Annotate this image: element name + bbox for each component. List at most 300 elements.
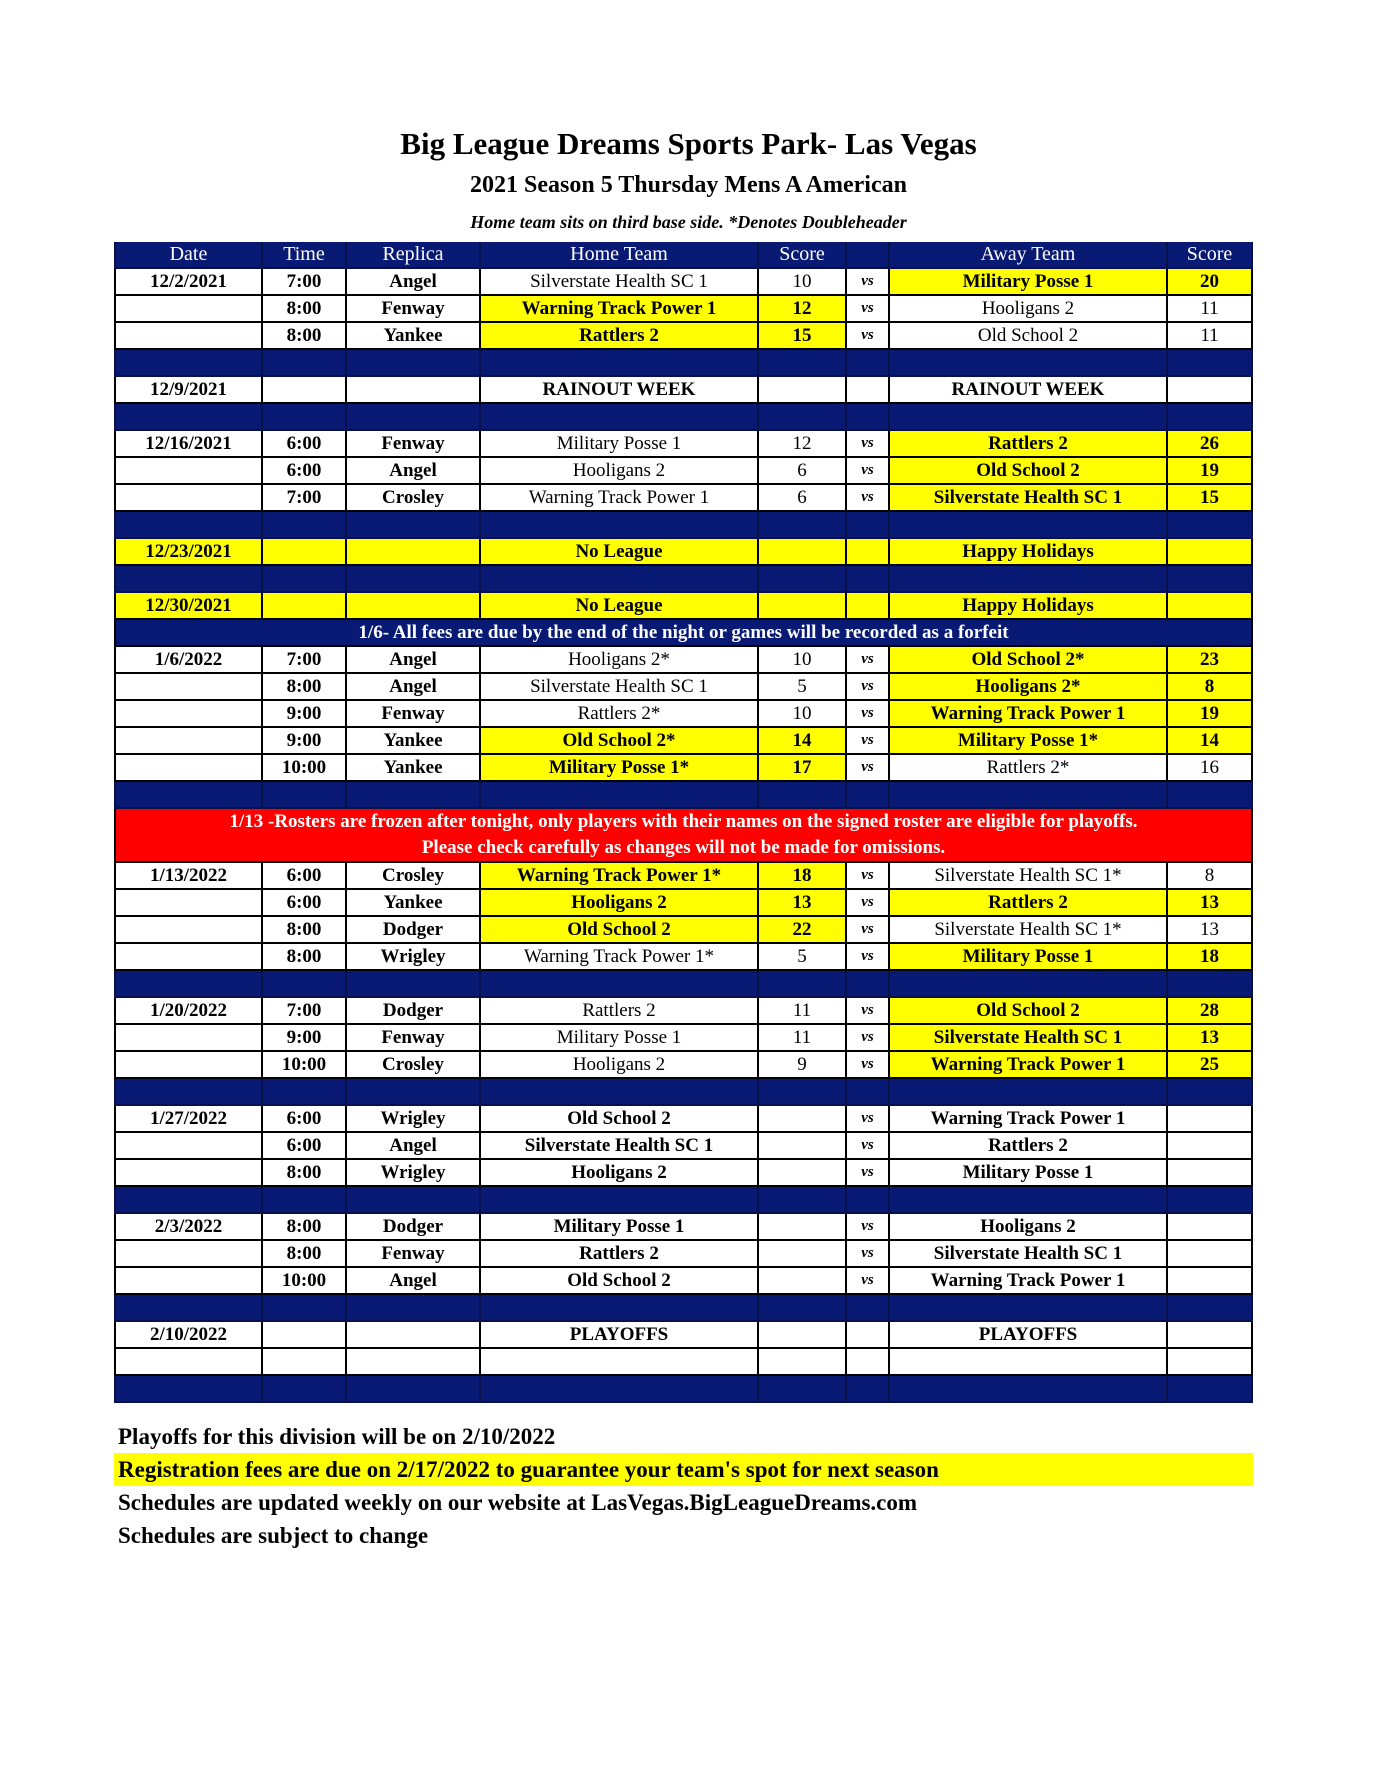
time-cell xyxy=(263,539,347,564)
date-cell: 1/20/2022 xyxy=(114,998,263,1023)
home-team-cell: Military Posse 1 xyxy=(481,431,759,456)
separator-cell xyxy=(263,404,347,429)
game-row xyxy=(114,1268,1253,1295)
replica-cell: Yankee xyxy=(347,728,481,753)
date-cell xyxy=(114,755,263,780)
home-score-cell xyxy=(759,1322,847,1347)
game-row xyxy=(114,323,1253,350)
date-cell xyxy=(114,458,263,483)
away-team-cell xyxy=(890,1349,1168,1374)
home-score-cell: 9 xyxy=(759,1052,847,1077)
away-team-cell: Warning Track Power 1 xyxy=(890,1106,1168,1131)
separator-cell xyxy=(347,1295,481,1320)
week-separator xyxy=(114,782,1253,809)
time-cell: 10:00 xyxy=(263,1268,347,1293)
away-score-cell: 13 xyxy=(1168,1025,1253,1050)
home-team-cell: Rattlers 2 xyxy=(481,323,759,348)
separator-cell xyxy=(847,1079,890,1104)
away-score-cell: 11 xyxy=(1168,296,1253,321)
week-separator xyxy=(114,350,1253,377)
separator-cell xyxy=(759,566,847,591)
replica-cell xyxy=(347,1349,481,1374)
roster-alert-line: Please check carefully as changes will not be made for omissions. xyxy=(421,837,946,858)
replica-cell: Angel xyxy=(347,458,481,483)
time-cell: 8:00 xyxy=(263,1160,347,1185)
home-team-cell: Old School 2 xyxy=(481,1106,759,1131)
home-team-cell: No League xyxy=(481,539,759,564)
time-cell: 8:00 xyxy=(263,296,347,321)
time-cell: 7:00 xyxy=(263,647,347,672)
away-team-cell: Warning Track Power 1 xyxy=(890,701,1168,726)
week-separator xyxy=(114,1079,1253,1106)
vs-cell: vs xyxy=(847,485,890,510)
home-team-cell: Hooligans 2 xyxy=(481,458,759,483)
separator-cell xyxy=(481,1079,759,1104)
vs-cell: vs xyxy=(847,755,890,780)
separator-cell xyxy=(847,1295,890,1320)
game-row xyxy=(114,1106,1253,1133)
separator-cell xyxy=(347,1376,481,1401)
replica-cell: Wrigley xyxy=(347,944,481,969)
date-cell: 12/23/2021 xyxy=(114,539,263,564)
game-row xyxy=(114,944,1253,971)
separator-cell xyxy=(481,350,759,375)
table-header xyxy=(114,242,1253,269)
separator-cell xyxy=(263,1079,347,1104)
home-score-cell: 17 xyxy=(759,755,847,780)
vs-cell: vs xyxy=(847,458,890,483)
separator-cell xyxy=(847,404,890,429)
game-row xyxy=(114,917,1253,944)
time-cell xyxy=(263,593,347,618)
time-cell: 9:00 xyxy=(263,728,347,753)
away-score-cell: 13 xyxy=(1168,917,1253,942)
separator-cell xyxy=(890,1187,1168,1212)
separator-cell xyxy=(114,782,263,807)
home-score-cell: 12 xyxy=(759,296,847,321)
replica-cell: Wrigley xyxy=(347,1160,481,1185)
date-cell: 2/10/2022 xyxy=(114,1322,263,1347)
separator-cell xyxy=(890,512,1168,537)
replica-cell xyxy=(347,593,481,618)
game-row xyxy=(114,1025,1253,1052)
vs-cell: vs xyxy=(847,944,890,969)
away-team-cell: Rattlers 2 xyxy=(890,431,1168,456)
home-team-cell: Military Posse 1* xyxy=(481,755,759,780)
vs-cell xyxy=(847,377,890,402)
replica-cell: Fenway xyxy=(347,296,481,321)
col-time: Time xyxy=(263,242,347,267)
game-row xyxy=(114,998,1253,1025)
away-team-cell: Military Posse 1* xyxy=(890,728,1168,753)
time-cell: 8:00 xyxy=(263,917,347,942)
home-team-cell: Hooligans 2 xyxy=(481,1160,759,1185)
away-score-cell: 19 xyxy=(1168,701,1253,726)
home-score-cell: 10 xyxy=(759,701,847,726)
col-replica: Replica xyxy=(347,242,481,267)
time-cell: 10:00 xyxy=(263,1052,347,1077)
date-cell: 12/2/2021 xyxy=(114,269,263,294)
home-team-cell: Military Posse 1 xyxy=(481,1025,759,1050)
separator-cell xyxy=(481,404,759,429)
away-score-cell: 15 xyxy=(1168,485,1253,510)
home-team-cell: Warning Track Power 1* xyxy=(481,944,759,969)
vs-cell: vs xyxy=(847,917,890,942)
separator-cell xyxy=(1168,971,1253,996)
date-cell xyxy=(114,485,263,510)
away-score-cell: 8 xyxy=(1168,863,1253,888)
time-cell: 6:00 xyxy=(263,431,347,456)
away-score-cell: 25 xyxy=(1168,1052,1253,1077)
roster-alert-line: 1/13 -Rosters are frozen after tonight, only players with their names on the signed roster are eligible for playoffs. xyxy=(229,811,1138,832)
separator-cell xyxy=(481,782,759,807)
separator-cell xyxy=(481,566,759,591)
separator-cell xyxy=(481,1376,759,1401)
vs-cell: vs xyxy=(847,1160,890,1185)
vs-cell xyxy=(847,1322,890,1347)
game-row xyxy=(114,1349,1253,1376)
week-separator xyxy=(114,1187,1253,1214)
date-cell xyxy=(114,890,263,915)
game-row xyxy=(114,458,1253,485)
away-score-cell: 23 xyxy=(1168,647,1253,672)
away-score-cell xyxy=(1168,1349,1253,1374)
separator-cell xyxy=(263,566,347,591)
date-cell xyxy=(114,917,263,942)
col-home-score: Score xyxy=(759,242,847,267)
time-cell: 10:00 xyxy=(263,755,347,780)
home-team-cell: Warning Track Power 1* xyxy=(481,863,759,888)
time-cell: 8:00 xyxy=(263,944,347,969)
separator-cell xyxy=(263,1295,347,1320)
away-score-cell: 11 xyxy=(1168,323,1253,348)
home-score-cell xyxy=(759,1268,847,1293)
replica-cell: Fenway xyxy=(347,1025,481,1050)
game-row xyxy=(114,377,1253,404)
away-team-cell: Warning Track Power 1 xyxy=(890,1268,1168,1293)
away-team-cell: Old School 2 xyxy=(890,458,1168,483)
game-row xyxy=(114,1133,1253,1160)
date-cell xyxy=(114,674,263,699)
separator-cell xyxy=(481,1295,759,1320)
home-team-cell: Old School 2 xyxy=(481,917,759,942)
separator-cell xyxy=(263,971,347,996)
separator-cell xyxy=(114,1079,263,1104)
vs-cell: vs xyxy=(847,1268,890,1293)
time-cell: 8:00 xyxy=(263,1214,347,1239)
time-cell: 7:00 xyxy=(263,485,347,510)
replica-cell xyxy=(347,377,481,402)
home-score-cell xyxy=(759,1106,847,1131)
time-cell: 6:00 xyxy=(263,863,347,888)
date-cell xyxy=(114,323,263,348)
separator-cell xyxy=(114,971,263,996)
separator-cell xyxy=(890,1295,1168,1320)
replica-cell: Dodger xyxy=(347,998,481,1023)
separator-cell xyxy=(890,350,1168,375)
away-team-cell: Happy Holidays xyxy=(890,539,1168,564)
separator-cell xyxy=(890,566,1168,591)
away-score-cell: 16 xyxy=(1168,755,1253,780)
date-cell xyxy=(114,296,263,321)
separator-cell xyxy=(481,512,759,537)
date-cell xyxy=(114,1160,263,1185)
schedule-note: Home team sits on third base side. *Denotes Doubleheader xyxy=(470,212,907,232)
time-cell: 6:00 xyxy=(263,890,347,915)
col-home-team: Home Team xyxy=(481,242,759,267)
schedule-table xyxy=(114,242,1253,1403)
time-cell: 7:00 xyxy=(263,269,347,294)
separator-cell xyxy=(847,782,890,807)
away-team-cell: Hooligans 2 xyxy=(890,1214,1168,1239)
away-score-cell xyxy=(1168,1214,1253,1239)
away-team-cell: Hooligans 2* xyxy=(890,674,1168,699)
away-score-cell xyxy=(1168,1268,1253,1293)
home-team-cell: No League xyxy=(481,593,759,618)
away-score-cell xyxy=(1168,1133,1253,1158)
home-score-cell: 18 xyxy=(759,863,847,888)
away-score-cell: 8 xyxy=(1168,674,1253,699)
home-team-cell: Hooligans 2 xyxy=(481,1052,759,1077)
game-row xyxy=(114,701,1253,728)
date-cell: 12/16/2021 xyxy=(114,431,263,456)
home-team-cell: Silverstate Health SC 1 xyxy=(481,1133,759,1158)
home-team-cell: Hooligans 2 xyxy=(481,890,759,915)
replica-cell: Fenway xyxy=(347,701,481,726)
home-score-cell: 13 xyxy=(759,890,847,915)
date-cell xyxy=(114,944,263,969)
separator-cell xyxy=(759,1187,847,1212)
replica-cell: Yankee xyxy=(347,890,481,915)
footer xyxy=(114,1420,1253,1552)
away-score-cell xyxy=(1168,1322,1253,1347)
separator-cell xyxy=(114,1376,263,1401)
replica-cell: Angel xyxy=(347,1268,481,1293)
game-row xyxy=(114,1241,1253,1268)
time-cell: 8:00 xyxy=(263,674,347,699)
away-team-cell: Old School 2 xyxy=(890,323,1168,348)
time-cell xyxy=(263,377,347,402)
separator-cell xyxy=(847,1187,890,1212)
game-row xyxy=(114,1052,1253,1079)
week-separator xyxy=(114,512,1253,539)
page-title: Big League Dreams Sports Park- Las Vegas xyxy=(400,126,977,161)
separator-cell xyxy=(1168,350,1253,375)
col-away-score: Score xyxy=(1168,242,1253,267)
date-cell xyxy=(114,1349,263,1374)
replica-cell xyxy=(347,1322,481,1347)
vs-cell: vs xyxy=(847,1106,890,1131)
home-score-cell: 11 xyxy=(759,998,847,1023)
time-cell: 9:00 xyxy=(263,701,347,726)
separator-cell xyxy=(890,782,1168,807)
separator-cell xyxy=(263,512,347,537)
vs-cell: vs xyxy=(847,431,890,456)
vs-cell: vs xyxy=(847,1133,890,1158)
holiday-row xyxy=(114,539,1253,566)
separator-cell xyxy=(347,566,481,591)
separator-cell xyxy=(847,512,890,537)
replica-cell: Angel xyxy=(347,647,481,672)
vs-cell: vs xyxy=(847,701,890,726)
date-cell: 1/6/2022 xyxy=(114,647,263,672)
separator-cell xyxy=(759,512,847,537)
home-score-cell: 10 xyxy=(759,647,847,672)
separator-cell xyxy=(1168,782,1253,807)
replica-cell: Yankee xyxy=(347,755,481,780)
away-team-cell: Old School 2* xyxy=(890,647,1168,672)
away-score-cell xyxy=(1168,1241,1253,1266)
replica-cell xyxy=(347,539,481,564)
separator-cell xyxy=(1168,1376,1253,1401)
away-score-cell xyxy=(1168,593,1253,618)
date-cell xyxy=(114,1241,263,1266)
game-row xyxy=(114,890,1253,917)
separator-cell xyxy=(114,404,263,429)
away-team-cell: Rattlers 2 xyxy=(890,890,1168,915)
home-score-cell: 6 xyxy=(759,485,847,510)
away-team-cell: Old School 2 xyxy=(890,998,1168,1023)
game-row xyxy=(114,1322,1253,1349)
home-team-cell: Old School 2 xyxy=(481,1268,759,1293)
date-cell xyxy=(114,1025,263,1050)
vs-cell: vs xyxy=(847,647,890,672)
week-separator xyxy=(114,1376,1253,1403)
home-score-cell xyxy=(759,593,847,618)
away-team-cell: Silverstate Health SC 1 xyxy=(890,1025,1168,1050)
game-row xyxy=(114,728,1253,755)
game-row xyxy=(114,431,1253,458)
home-score-cell: 11 xyxy=(759,1025,847,1050)
separator-cell xyxy=(890,1376,1168,1401)
vs-cell: vs xyxy=(847,269,890,294)
separator-cell xyxy=(847,350,890,375)
date-cell xyxy=(114,1052,263,1077)
away-team-cell: Military Posse 1 xyxy=(890,1160,1168,1185)
schedule-rows xyxy=(114,269,1253,1403)
separator-cell xyxy=(347,782,481,807)
away-score-cell xyxy=(1168,377,1253,402)
replica-cell: Yankee xyxy=(347,323,481,348)
home-score-cell xyxy=(759,1133,847,1158)
home-team-cell: Silverstate Health SC 1 xyxy=(481,269,759,294)
vs-cell: vs xyxy=(847,728,890,753)
separator-cell xyxy=(114,512,263,537)
separator-cell xyxy=(759,404,847,429)
away-score-cell: 26 xyxy=(1168,431,1253,456)
separator-cell xyxy=(347,350,481,375)
replica-cell: Fenway xyxy=(347,431,481,456)
away-team-cell: RAINOUT WEEK xyxy=(890,377,1168,402)
away-team-cell: Happy Holidays xyxy=(890,593,1168,618)
home-score-cell xyxy=(759,377,847,402)
game-row xyxy=(114,863,1253,890)
away-team-cell: Rattlers 2* xyxy=(890,755,1168,780)
away-team-cell: Silverstate Health SC 1* xyxy=(890,917,1168,942)
time-cell: 8:00 xyxy=(263,1241,347,1266)
away-team-cell: Military Posse 1 xyxy=(890,269,1168,294)
home-team-cell: PLAYOFFS xyxy=(481,1322,759,1347)
footer-disclaimer: Schedules are subject to change xyxy=(118,1522,429,1548)
vs-cell xyxy=(847,1349,890,1374)
separator-cell xyxy=(114,1187,263,1212)
separator-cell xyxy=(114,566,263,591)
separator-cell xyxy=(114,1295,263,1320)
date-cell: 2/3/2022 xyxy=(114,1214,263,1239)
time-cell: 6:00 xyxy=(263,1106,347,1131)
away-score-cell: 19 xyxy=(1168,458,1253,483)
replica-cell: Crosley xyxy=(347,485,481,510)
home-score-cell: 22 xyxy=(759,917,847,942)
home-score-cell: 10 xyxy=(759,269,847,294)
vs-cell: vs xyxy=(847,1052,890,1077)
separator-cell xyxy=(347,512,481,537)
col-date: Date xyxy=(114,242,263,267)
time-cell: 9:00 xyxy=(263,1025,347,1050)
separator-cell xyxy=(1168,404,1253,429)
separator-cell xyxy=(263,350,347,375)
replica-cell: Angel xyxy=(347,674,481,699)
col-away-team: Away Team xyxy=(890,242,1168,267)
separator-cell xyxy=(481,1187,759,1212)
home-team-cell: RAINOUT WEEK xyxy=(481,377,759,402)
home-score-cell xyxy=(759,1214,847,1239)
away-score-cell: 13 xyxy=(1168,890,1253,915)
separator-cell xyxy=(347,1079,481,1104)
page-subtitle: 2021 Season 5 Thursday Mens A American xyxy=(470,172,907,198)
separator-cell xyxy=(1168,566,1253,591)
date-cell: 1/13/2022 xyxy=(114,863,263,888)
separator-cell xyxy=(847,971,890,996)
home-score-cell: 6 xyxy=(759,458,847,483)
replica-cell: Wrigley xyxy=(347,1106,481,1131)
separator-cell xyxy=(759,782,847,807)
away-team-cell: Silverstate Health SC 1 xyxy=(890,1241,1168,1266)
col-vs xyxy=(847,242,890,267)
footer-playoffs: Playoffs for this division will be on 2/10/2022 xyxy=(118,1423,556,1449)
home-score-cell: 14 xyxy=(759,728,847,753)
date-cell xyxy=(114,1268,263,1293)
replica-cell: Angel xyxy=(347,269,481,294)
vs-cell: vs xyxy=(847,998,890,1023)
away-team-cell: Warning Track Power 1 xyxy=(890,1052,1168,1077)
time-cell: 7:00 xyxy=(263,998,347,1023)
away-team-cell: PLAYOFFS xyxy=(890,1322,1168,1347)
date-cell: 12/9/2021 xyxy=(114,377,263,402)
holiday-row xyxy=(114,593,1253,620)
separator-cell xyxy=(847,566,890,591)
date-cell: 1/27/2022 xyxy=(114,1106,263,1131)
away-score-cell: 20 xyxy=(1168,269,1253,294)
separator-cell xyxy=(759,1079,847,1104)
fee-notice: 1/6- All fees are due by the end of the night or games will be recorded as a forfeit xyxy=(114,620,1253,647)
separator-cell xyxy=(1168,1079,1253,1104)
away-score-cell xyxy=(1168,1106,1253,1131)
date-cell: 12/30/2021 xyxy=(114,593,263,618)
away-team-cell: Rattlers 2 xyxy=(890,1133,1168,1158)
away-score-cell: 28 xyxy=(1168,998,1253,1023)
vs-cell: vs xyxy=(847,863,890,888)
separator-cell xyxy=(759,971,847,996)
separator-cell xyxy=(347,1187,481,1212)
vs-cell xyxy=(847,539,890,564)
away-team-cell: Silverstate Health SC 1* xyxy=(890,863,1168,888)
separator-cell xyxy=(890,404,1168,429)
week-separator xyxy=(114,566,1253,593)
home-team-cell: Old School 2* xyxy=(481,728,759,753)
game-row xyxy=(114,647,1253,674)
game-row xyxy=(114,755,1253,782)
